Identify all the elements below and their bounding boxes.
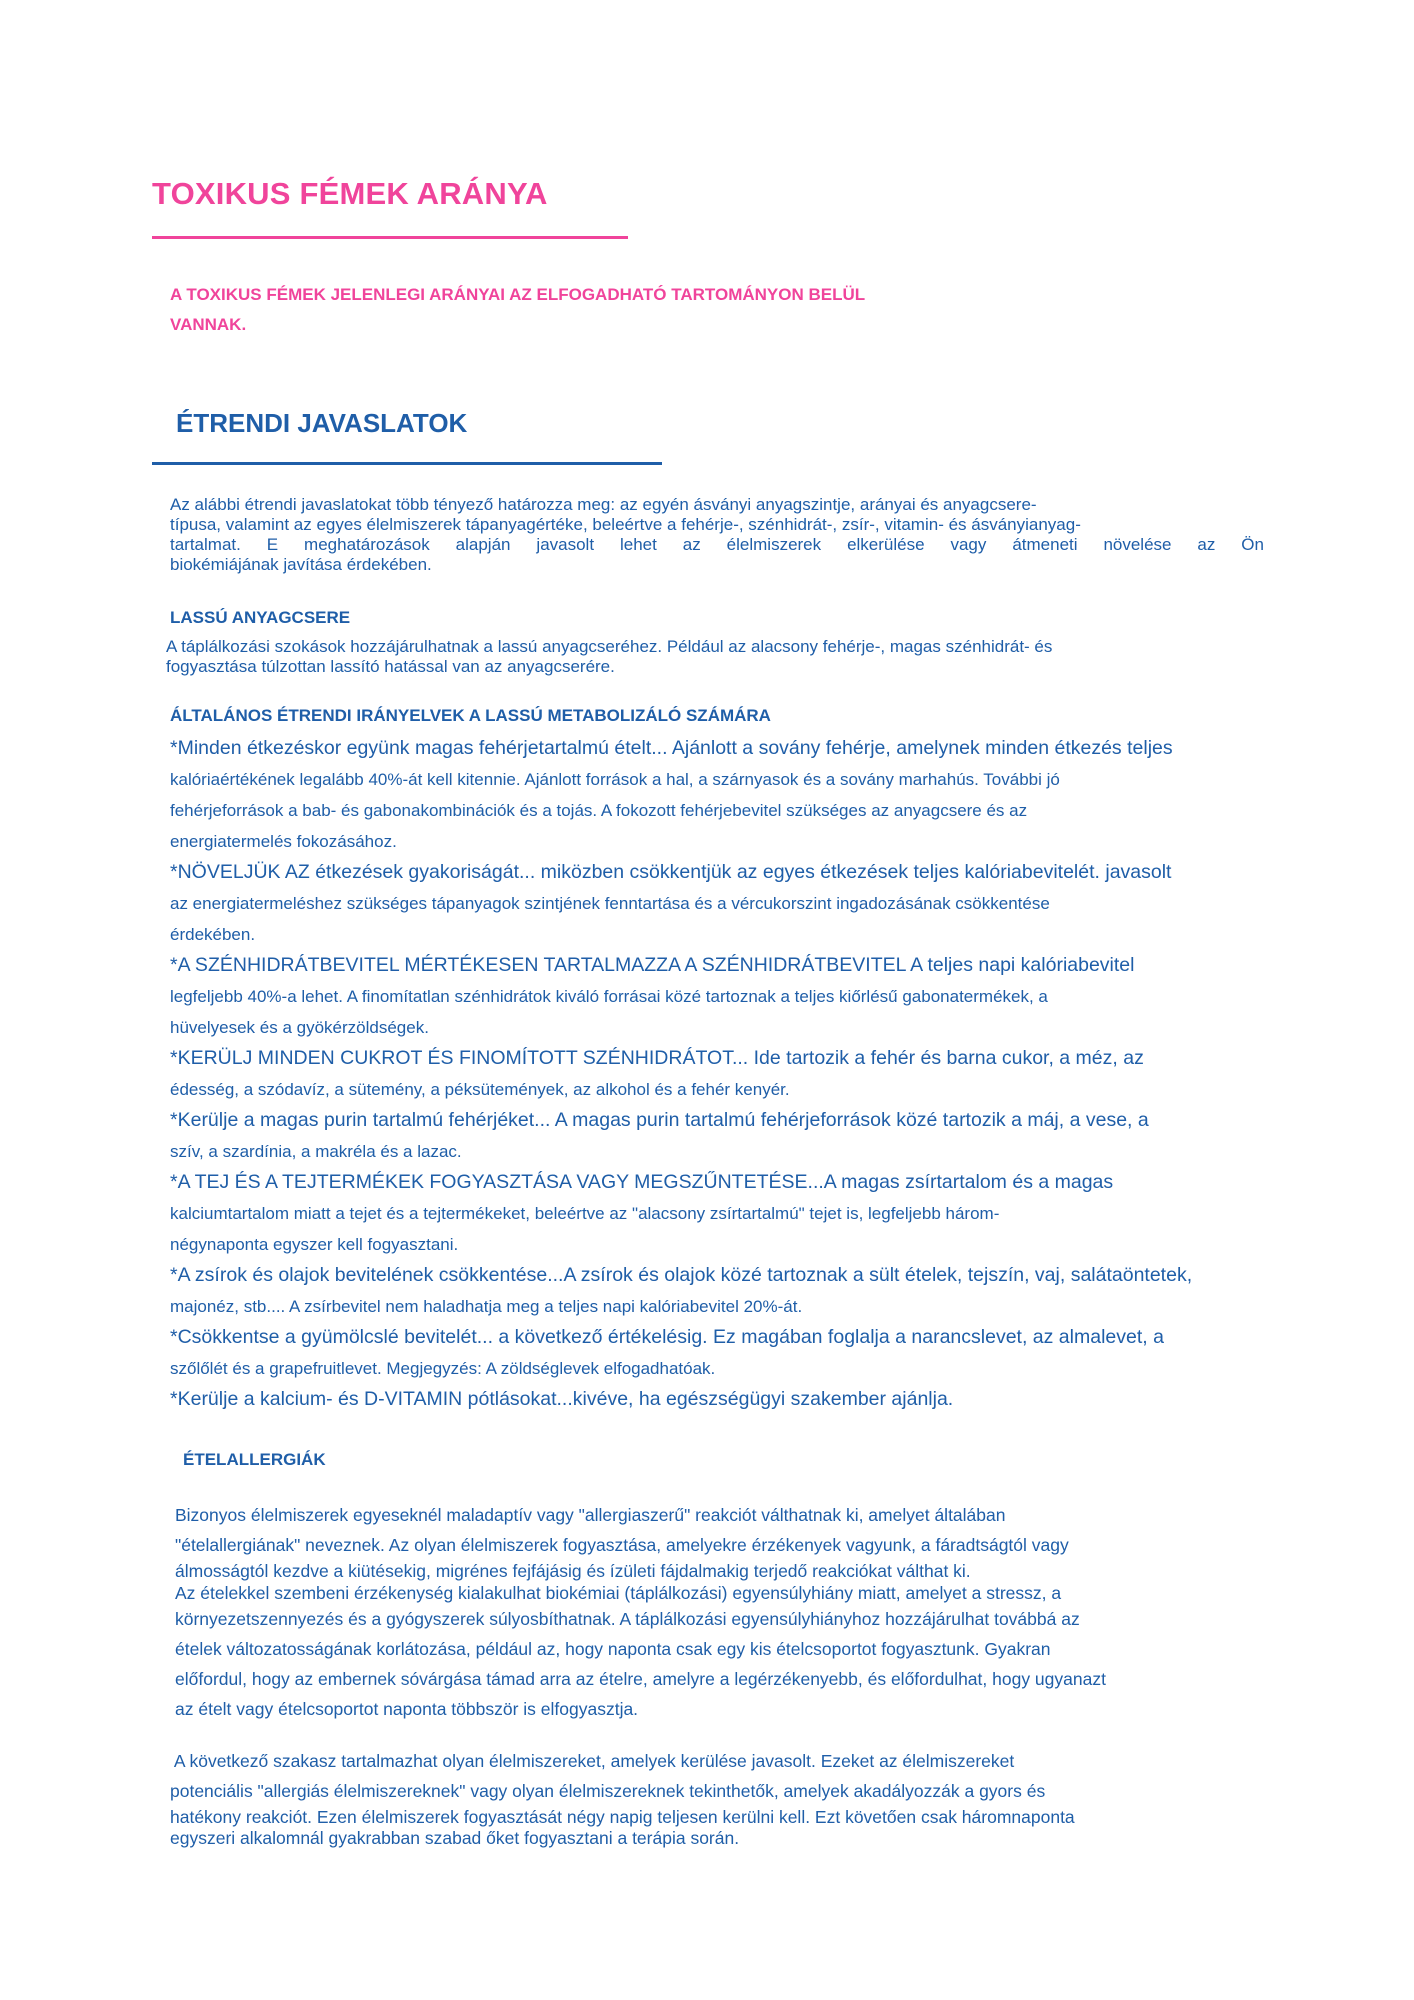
- guideline-item: [170, 1043, 1300, 1105]
- intro-line: típusa, valamint az egyes élelmiszerek tápanyagértéke, beleértve a fehérje-, szénhidrát-, zsír-, vitamin- és ásványianyag-: [170, 515, 1081, 534]
- verdict-line: VANNAK.: [170, 315, 247, 334]
- guideline-line: kalciumtartalom miatt a tejet és a tejtermékeket, beleértve az "alacsony zsírtartalmú" tejet is, legfeljebb három-: [170, 1204, 1000, 1223]
- guideline-item: [170, 950, 1300, 1043]
- slow-line: A táplálkozási szokások hozzájárulhatnak a lassú anyagcseréhez. Például az alacsony fehérje-, magas szénhidrát- és: [166, 637, 1053, 656]
- guideline-item: [170, 1322, 1300, 1384]
- guideline-line: érdekében.: [170, 925, 256, 944]
- guideline-line: az energiatermeléshez szükséges tápanyagok szintjének fenntartása és a vércukorszint ingadozásának csökkentése: [170, 894, 1050, 913]
- guideline-line: hüvelyesek és a gyökérzöldségek.: [170, 1018, 429, 1037]
- toxic-metals-title: TOXIKUS FÉMEK ARÁNYA: [152, 176, 548, 211]
- guideline-line: szőlőlét és a grapefruitlevet. Megjegyzés: A zöldséglevek elfogadhatóak.: [170, 1359, 716, 1378]
- guideline-item: [170, 1384, 1300, 1415]
- food-allergy-title: ÉTELALLERGIÁK: [183, 1450, 326, 1469]
- diet-title-underline: [152, 462, 662, 465]
- guideline-item: [170, 1105, 1300, 1167]
- toxic-title-underline: [152, 236, 628, 239]
- allergy-line: az ételt vagy ételcsoportot naponta többször is elfogyasztja.: [175, 1699, 639, 1719]
- verdict-line: A TOXIKUS FÉMEK JELENLEGI ARÁNYAI AZ ELFOGADHATÓ TARTOMÁNYON BELÜL: [170, 285, 866, 304]
- guideline-line: négynaponta egyszer kell fogyasztani.: [170, 1235, 459, 1254]
- guideline-line: legfeljebb 40%-a lehet. A finomítatlan szénhidrátok kiváló forrásai közé tartoznak a teljes kiőrlésű gabonatermékek, a: [170, 987, 1048, 1006]
- intro-line: tartalmat. E meghatározások alapján javasolt lehet az élelmiszerek elkerülése vagy átmeneti növelése az Ön: [170, 535, 1264, 554]
- slow-line: fogyasztása túlzottan lassító hatással van az anyagcserére.: [166, 657, 615, 676]
- intro-line: biokémiájának javítása érdekében.: [170, 555, 432, 574]
- guideline-line: szív, a szardínia, a makréla és a lazac.: [170, 1142, 462, 1161]
- slow-metabolism-text: [166, 637, 1286, 677]
- guideline-line: fehérjeforrások a bab- és gabonakombinációk és a tojás. A fokozott fehérjebevitel szükséges az anyagcsere és az: [170, 801, 1028, 820]
- diet-title: ÉTRENDI JAVASLATOK: [176, 408, 468, 438]
- guideline-line: majonéz, stb.... A zsírbevitel nem haladhatja meg a teljes napi kalóriabevitel 20%-át.: [170, 1297, 803, 1316]
- guideline-line: energiatermelés fokozásához.: [170, 832, 397, 851]
- intro-line: Az alábbi étrendi javaslatokat több tényező határozza meg: az egyén ásványi anyagszintje, arányai és anyagcsere-: [170, 495, 1037, 514]
- toxic-metals-verdict: [170, 280, 1030, 340]
- diet-intro: [170, 495, 1264, 575]
- allergy-line: Az ételekkel szembeni érzékenység kialakulhat biokémiai (táplálkozási) egyensúlyhiány miatt, amelyet a stressz, a: [175, 1583, 1062, 1603]
- allergy-line: ételek változatosságának korlátozása, például az, hogy naponta csak egy kis ételcsoportot fogyasztunk. Gyakran: [175, 1639, 1051, 1659]
- guideline-lead-line: *Minden étkezéskor együnk magas fehérjetartalmú ételt... Ajánlott a sovány fehérje, amelynek minden étkezés teljes: [170, 737, 1173, 759]
- guideline-lead-line: *A TEJ ÉS A TEJTERMÉKEK FOGYASZTÁSA VAGY MEGSZŰNTETÉSE...A magas zsírtartalom és a magas: [170, 1171, 1114, 1193]
- allergy-line: álmosságtól kezdve a kiütésekig, migrénes fejfájásig és ízületi fájdalmakig terjedő reakciókat válthat ki.: [175, 1561, 971, 1581]
- guideline-lead-line: *NÖVELJÜK AZ étkezések gyakoriságát... miközben csökkentjük az egyes étkezések teljes kalóriabevitelét. javasolt: [170, 861, 1172, 883]
- guideline-lead-line: *A SZÉNHIDRÁTBEVITEL MÉRTÉKESEN TARTALMAZZA A SZÉNHIDRÁTBEVITEL A teljes napi kalóriabevitel: [170, 954, 1135, 976]
- guideline-lead-line: *Csökkentse a gyümölcslé bevitelét... a következő értékelésig. Ez magában foglalja a narancslevet, az almalevet, a: [170, 1326, 1164, 1348]
- allergy-line: A következő szakasz tartalmazhat olyan élelmiszereket, amelyek kerülése javasolt. Ezeket az élelmiszereket: [170, 1751, 1015, 1771]
- guidelines-title: ÁLTALÁNOS ÉTRENDI IRÁNYELVEK A LASSÚ METABOLIZÁLÓ SZÁMÁRA: [170, 706, 771, 725]
- guideline-item: [170, 1167, 1300, 1260]
- guideline-item: [170, 733, 1300, 857]
- guideline-lead-line: *KERÜLJ MINDEN CUKROT ÉS FINOMÍTOTT SZÉNHIDRÁTOT... Ide tartozik a fehér és barna cukor, a méz, az: [170, 1047, 1144, 1069]
- allergy-line: potenciális "allergiás élelmiszereknek" vagy olyan élelmiszereknek tekinthetők, amelyek akadályozzák a gyors és: [170, 1781, 1046, 1801]
- allergy-line: "ételallergiának" neveznek. Az olyan élelmiszerek fogyasztása, amelyekre érzékenyek vagyunk, a fáradtságtól vagy: [175, 1535, 1069, 1555]
- guideline-lead-line: *A zsírok és olajok bevitelének csökkentése...A zsírok és olajok közé tartoznak a sült ételek, tejszín, vaj, salátaöntetek,: [170, 1264, 1193, 1286]
- guideline-line: édesség, a szódavíz, a sütemény, a péksütemények, az alkohol és a fehér kenyér.: [170, 1080, 790, 1099]
- slow-metabolism-title: LASSÚ ANYAGCSERE: [170, 608, 351, 627]
- allergy-line: előfordul, hogy az embernek sóvárgása támad arra az ételre, amelyre a legérzékenyebb, és előfordulhat, hogy ugyanazt: [175, 1669, 1106, 1689]
- guideline-item: [170, 857, 1300, 950]
- allergy-avoid-paragraph: [170, 1746, 1280, 1848]
- guidelines-list: [170, 733, 1300, 1415]
- allergy-line: Bizonyos élelmiszerek egyeseknél maladaptív vagy "allergiaszerű" reakciót válthatnak ki, amelyet általában: [175, 1505, 1006, 1525]
- allergy-line: egyszeri alkalomnál gyakrabban szabad őket fogyasztani a terápia során.: [170, 1828, 740, 1848]
- allergy-paragraphs: [175, 1500, 1275, 1724]
- guideline-item: [170, 1260, 1300, 1322]
- guideline-line: kalóriaértékének legalább 40%-át kell kitennie. Ajánlott források a hal, a szárnyasok és a sovány marhahús. További jó: [170, 770, 1060, 789]
- allergy-line: környezetszennyezés és a gyógyszerek súlyosbíthatnak. A táplálkozási egyensúlyhiányhoz hozzájárulhat továbbá az: [175, 1609, 1080, 1629]
- guideline-lead-line: *Kerülje a magas purin tartalmú fehérjéket... A magas purin tartalmú fehérjeforrások közé tartozik a máj, a vese, a: [170, 1109, 1149, 1131]
- allergy-line: hatékony reakciót. Ezen élelmiszerek fogyasztását négy napig teljesen kerülni kell. Ezt követően csak háromnaponta: [170, 1807, 1075, 1827]
- guideline-lead-line: *Kerülje a kalcium- és D-VITAMIN pótlásokat...kivéve, ha egészségügyi szakember ajánlja.: [170, 1388, 954, 1410]
